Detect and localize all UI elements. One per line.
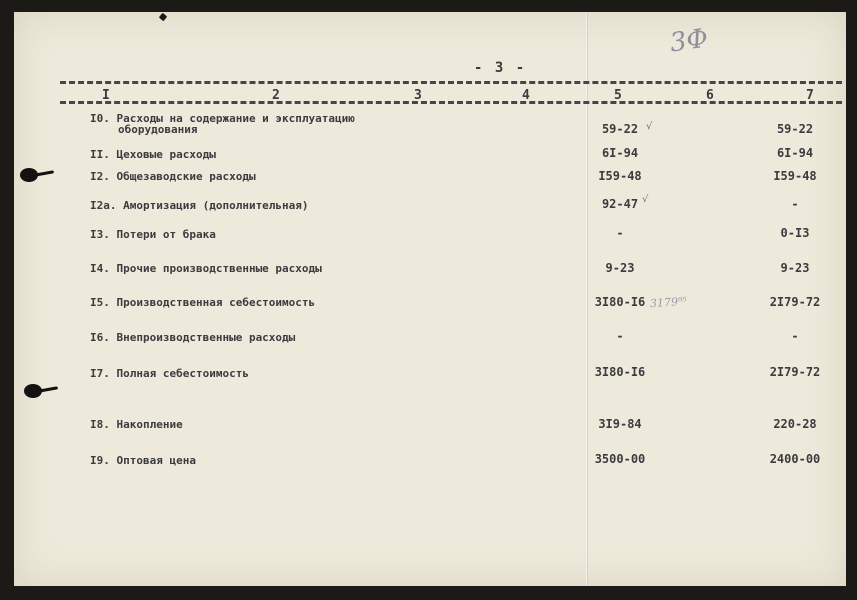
row-label-10-line-1: I0. Расходы на содержание и эксплуатацию	[90, 112, 355, 125]
row-label-10-line-2: оборудования	[118, 123, 198, 136]
row-19-col5-value: 3500-00	[594, 452, 646, 466]
column-header-2: 2	[272, 88, 280, 103]
row-14-col5-value: 9-23	[605, 261, 635, 275]
pencil-annotation: 3179⁹⁵	[649, 294, 688, 311]
row-label-16: I6. Внепроизводственные расходы	[90, 331, 296, 344]
row-16-col7-value: -	[791, 329, 799, 343]
column-header-4: 4	[522, 88, 530, 103]
row-10-col7-value: 59-22	[776, 122, 814, 136]
row-label-12: I2. Общезаводские расходы	[90, 170, 256, 183]
row-label-11: II. Цеховые расходы	[90, 148, 216, 161]
row-12a-col5-value: 92-47	[601, 197, 639, 211]
column-header-7: 7	[806, 88, 814, 103]
row-19-col7-value: 2400-00	[769, 452, 821, 466]
row-11-col7-value: 6I-94	[776, 146, 814, 160]
row-label-17: I7. Полная себестоимость	[90, 367, 249, 380]
column-header-5: 5	[614, 88, 622, 103]
row-15-col5-value: 3I80-I6	[594, 295, 646, 309]
handwritten-page-number: 3Ф	[668, 23, 711, 59]
column-header-1: I	[102, 88, 110, 103]
row-12a-col7-value: -	[791, 197, 799, 211]
row-13-col7-value: 0-I3	[780, 226, 810, 240]
row-label-15: I5. Производственная себестоимость	[90, 296, 316, 309]
row-16-col5-value: -	[616, 329, 624, 343]
row-11-col5-value: 6I-94	[601, 146, 639, 160]
row-12-col7-value: I59-48	[773, 169, 817, 183]
row-label-19: I9. Оптовая цена	[90, 454, 196, 467]
row-10-check-mark: √	[646, 121, 653, 132]
table-header-bottom-rule	[60, 101, 842, 104]
row-17-col5-value: 3I80-I6	[594, 365, 646, 379]
row-label-18: I8. Накопление	[90, 418, 183, 431]
document-page	[14, 12, 846, 586]
row-12-col5-value: I59-48	[598, 169, 642, 183]
row-12a-check-mark: √	[642, 194, 649, 205]
dust-speck	[159, 13, 167, 21]
row-label-13: I3. Потери от брака	[90, 228, 216, 241]
row-10-col5-value: 59-22	[601, 122, 639, 136]
row-17-col7-value: 2I79-72	[769, 365, 821, 379]
column-header-3: 3	[414, 88, 422, 103]
row-label-14: I4. Прочие производственные расходы	[90, 262, 322, 275]
column-header-6: 6	[706, 88, 714, 103]
row-14-col7-value: 9-23	[780, 261, 810, 275]
row-label-12a: I2а. Амортизация (дополнительная)	[90, 199, 309, 212]
row-label-10	[90, 113, 355, 135]
row-18-col5-value: 3I9-84	[598, 417, 642, 431]
table-header-top-rule	[60, 81, 842, 84]
page-number: - 3 -	[474, 60, 527, 76]
row-18-col7-value: 220-28	[773, 417, 817, 431]
row-15-col7-value: 2I79-72	[769, 295, 821, 309]
row-13-col5-value: -	[616, 226, 624, 240]
